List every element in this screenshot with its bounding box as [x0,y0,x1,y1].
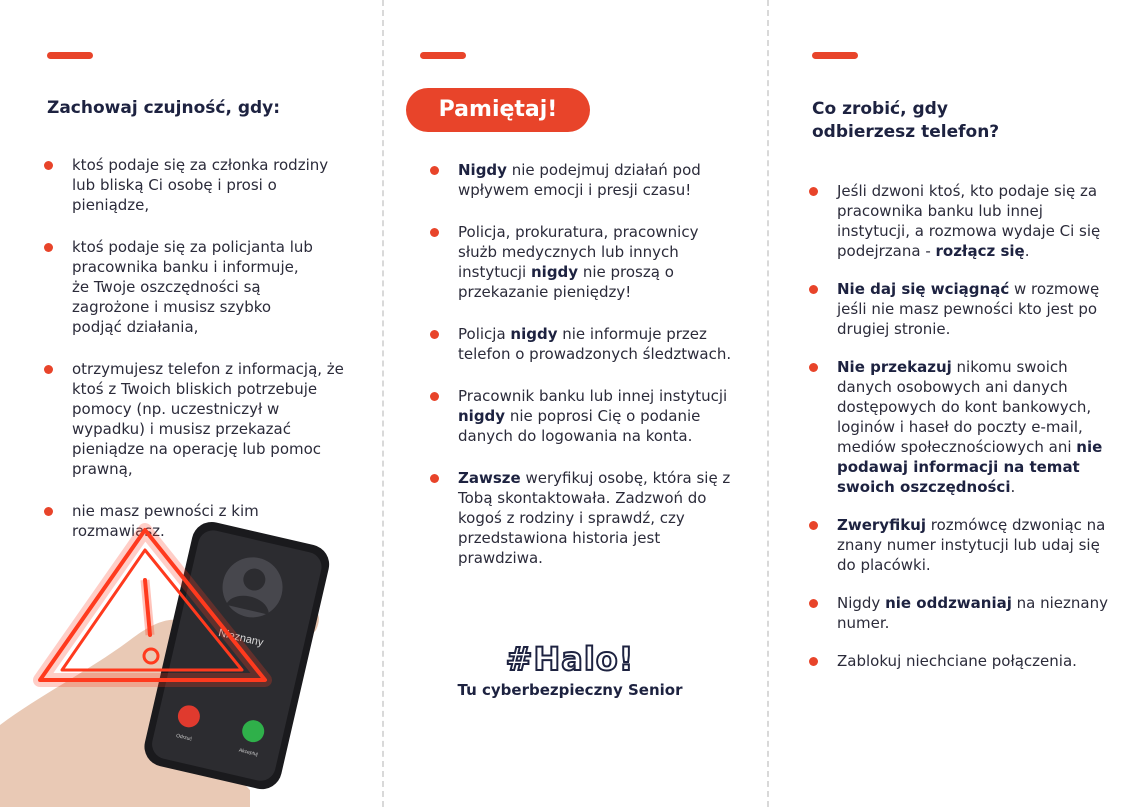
column-divider-2 [767,0,769,807]
remember-badge: Pamiętaj! [406,88,590,132]
accent-bar-1 [47,52,93,59]
list-item-bold: Nie daj się wciągnąć [837,280,1010,298]
column3-list [809,181,1109,689]
list-item-text: nie proszą o przekazanie pieniędzy! [458,263,674,301]
list-item [809,515,1109,575]
list-item-bold: nigdy [510,325,558,343]
list-item-text: Policja [458,325,511,343]
list-item: ktoś podaje się za policjanta lub pracownika banku i informuje, że Twoje oszczędności są zagrożone i musisz szybko podjąć działania, [44,237,344,337]
list-item-text: rozmówcę dzwoniąc na znany numer instytucji lub udaj się do placówki. [837,516,1106,574]
decline-label: Odrzuć [175,733,193,743]
list-item-bold: Zweryfikuj [837,516,926,534]
list-item [430,222,740,302]
list-item-text: nie poprosi Cię o podanie danych do logowania na konta. [458,407,701,445]
list-item: otrzymujesz telefon z informacją, że ktoś z Twoich bliskich potrzebuje pomocy (np. uczestniczył w wypadku) i musisz przekazać pieniądze na operację lub pomoc prawną, [44,359,344,479]
list-item: ktoś podaje się za członka rodziny lub bliską Ci osobę i prosi o pieniądze, [44,155,344,215]
list-item-text: Policja, prokuratura, pracownicy służb medycznych lub innych instytucji [458,223,699,281]
list-item [430,386,740,446]
halo-logo: #Halo! [505,640,635,678]
list-item-bold: Zawsze [458,469,521,487]
list-item [809,651,1109,671]
list-item-bold: nigdy [458,407,506,425]
list-item-text: . [1024,242,1030,260]
column1-heading: Zachowaj czujność, gdy: [47,98,281,118]
list-item [430,468,740,568]
list-item-bold: nie oddzwaniaj [885,594,1012,612]
list-item-bold: Nie przekazuj [837,358,952,376]
list-item-text: weryfikuj osobę, która się z Tobą skontaktowała. Zadzwoń do kogoś z rodziny i sprawdź, czy przedstawiona historia jest prawdziwa. [458,469,731,567]
list-item [430,160,740,200]
list-item [809,181,1109,261]
accent-bar-3 [812,52,858,59]
list-item-text: Pracownik banku lub innej instytucji [458,387,728,405]
halo-tagline: Tu cyberbezpieczny Senior [457,681,683,699]
list-item-text: Zablokuj niechciane połączenia. [837,652,1077,670]
list-item-text: nie podejmuj działań pod wpływem emocji i presji czasu! [458,161,701,199]
list-item [809,279,1109,339]
list-item-text: . [1010,478,1016,496]
column-divider-1 [382,0,384,807]
list-item-text: nikomu swoich danych osobowych ani danych dostępowych do kont bankowych, loginów i haseł do poczty e-mail, mediów społecznościowych ani [837,358,1092,456]
list-item-text: na nieznany numer. [837,594,1108,632]
phone-scam-illustration [0,520,380,807]
column3-heading-line1: Co zrobić, gdy [812,99,948,119]
accent-bar-2 [420,52,466,59]
list-item-text: nie informuje przez telefon o prowadzonych śledztwach. [458,325,732,363]
list-item-bold: nigdy [531,263,579,281]
column3-heading-line2: odbierzesz telefon? [812,122,1000,142]
halo-branding [440,640,700,700]
list-item-bold: nie podawaj informacji na temat swoich oszczędności [837,438,1103,496]
list-item-text: w rozmowę jeśli nie masz pewności kto jest po drugiej stronie. [837,280,1100,338]
list-item-text: Nigdy [837,594,886,612]
list-item: nie masz pewności z kim rozmawiasz. [44,501,344,541]
column3-heading [812,98,999,144]
caller-name: Nieznany [217,627,265,650]
list-item-text: Jeśli dzwoni ktoś, kto podaje się za pracownika banku lub innej instytucji, a rozmowa wydaje Ci się podejrzana - [837,182,1101,260]
column1-list [44,155,344,563]
list-item-bold: rozłącz się [935,242,1025,260]
list-item-bold: Nigdy [458,161,507,179]
column2-list [430,160,740,590]
list-item [430,324,740,364]
accept-label: Akceptuj [238,747,259,758]
list-item [809,593,1109,633]
list-item [809,357,1109,497]
